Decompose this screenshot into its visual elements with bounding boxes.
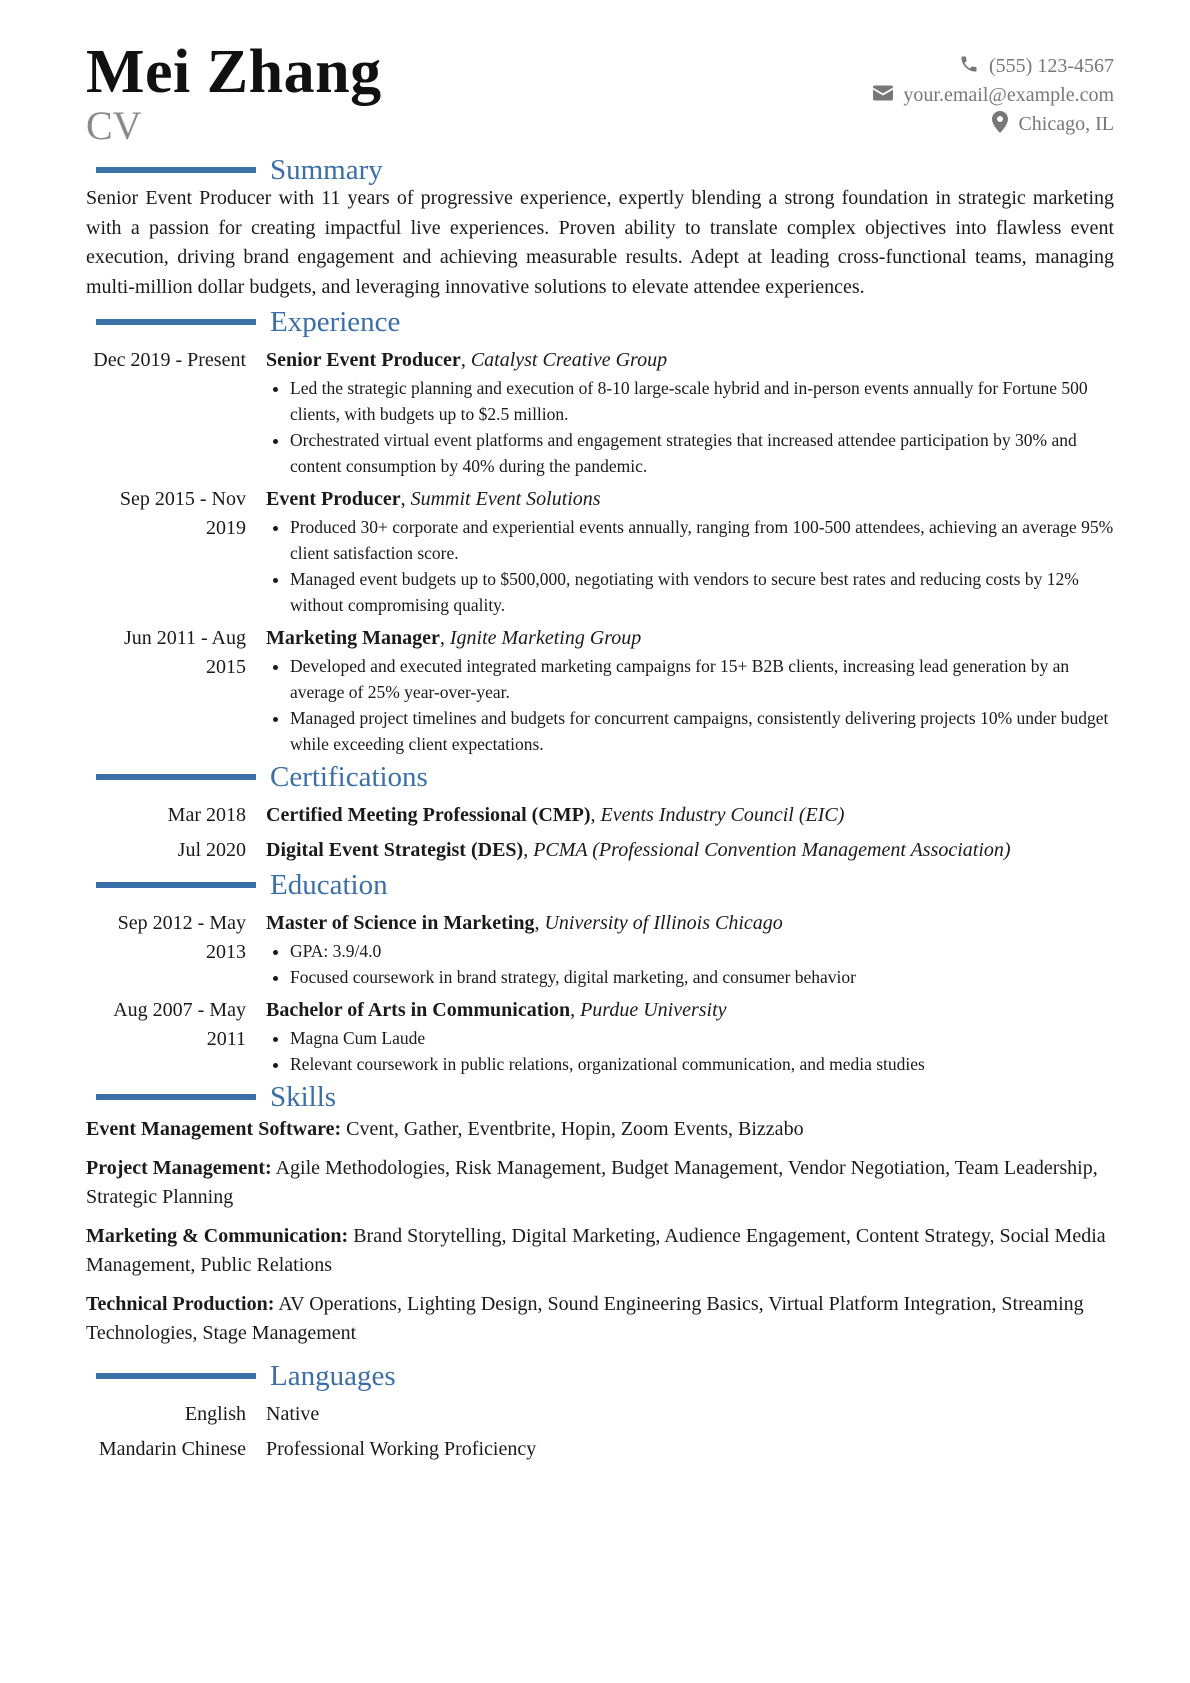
- list-item: • Managed project timelines and budgets for concurrent campaigns, consistently delivering projects 10% under budget while exceeding client expectations.: [290, 705, 1114, 757]
- phone-icon: [959, 54, 979, 80]
- entry-date: Dec 2019 - Present: [93, 349, 246, 371]
- phone-number[interactable]: (555) 123-4567: [989, 55, 1114, 77]
- bullet-list: [266, 1025, 1114, 1077]
- entry-date: Sep 2015 - Nov 2019: [119, 488, 246, 539]
- bullet-list: [266, 653, 1114, 757]
- company-name: Catalyst Creative Group: [470, 349, 668, 371]
- summary-heading: [86, 152, 1114, 188]
- skills-heading: [86, 1079, 1114, 1115]
- bullet-list: [266, 938, 1114, 990]
- entry-body: Senior Event Producer, Catalyst Creative Group • Led the strategic planning and execution of 8-10 large-scale hybrid and in-person events annually for Fortune 500 clients, with budgets up to $2.5 million. • Orchestrated virtual event platforms and engagement strategies that increased attendee participation by 30% and content consumption by 40% during the pandemic.: [266, 346, 1114, 479]
- skill-category: Event Management Software:: [86, 1118, 342, 1140]
- school-name: University of Illinois Chicago: [544, 912, 783, 934]
- skill-row: [86, 1222, 1114, 1280]
- entry-date: Jun 2011 - Aug 2015: [123, 627, 246, 678]
- section-title: Certifications: [270, 761, 428, 793]
- certification-name: Certified Meeting Professional (CMP): [266, 804, 591, 826]
- language-name: Mandarin Chinese: [98, 1438, 246, 1460]
- degree-name: Bachelor of Arts in Communication: [266, 999, 571, 1021]
- skill-row: [86, 1115, 1114, 1144]
- entry-body: Event Producer, Summit Event Solutions • Produced 30+ corporate and experiential events annually, ranging from 100-500 attendees, achieving an average 95% client satisfaction score. • Managed event budgets up to $500,000, negotiating with vendors to secure best rates and reducing costs by 12% without compromising quality.: [266, 485, 1114, 618]
- degree-name: Master of Science in Marketing: [266, 912, 535, 934]
- certifications-heading: [86, 759, 1114, 795]
- list-item: • Focused coursework in brand strategy, digital marketing, and consumer behavior: [290, 964, 1114, 990]
- company-name: Summit Event Solutions: [410, 488, 601, 510]
- section-rule: [96, 167, 256, 173]
- experience-entry: [86, 485, 1114, 618]
- skill-list: Agile Methodologies, Risk Management, Budget Management, Vendor Negotiation, Team Leadership, Strategic Planning: [86, 1157, 1098, 1208]
- section-rule: [96, 774, 256, 780]
- cv-header: [86, 40, 1114, 150]
- list-item: • Managed event budgets up to $500,000, negotiating with vendors to secure best rates and reducing costs by 12% without compromising quality.: [290, 566, 1114, 618]
- section-rule: [96, 1373, 256, 1379]
- contact-phone: [873, 52, 1114, 81]
- entry-body: Certified Meeting Professional (CMP), Events Industry Council (EIC): [266, 804, 845, 826]
- section-title: Summary: [270, 154, 383, 186]
- entry-date: Aug 2007 - May 2011: [113, 999, 246, 1050]
- summary-text: Senior Event Producer with 11 years of progressive experience, expertly blending a strong foundation in strategic marketing with a passion for creating impactful live experiences. Proven ability to translate complex objectives into flawless event execution, driving brand engagement and achieving measurable results. Adept at leading cross-functional teams, managing multi-million dollar budgets, and leveraging innovative solutions to elevate attendee experiences.: [86, 187, 1114, 298]
- list-item: • Orchestrated virtual event platforms and engagement strategies that increased attendee participation by 30% and content consumption by 40% during the pandemic.: [290, 427, 1114, 479]
- document-type: CV: [86, 103, 142, 148]
- language-level: Professional Working Proficiency: [266, 1438, 537, 1460]
- section-rule: [96, 319, 256, 325]
- certification-entry: [86, 836, 1114, 865]
- section-rule: [96, 1094, 256, 1100]
- location-text: Chicago, IL: [1018, 113, 1114, 135]
- section-title: Experience: [270, 306, 401, 338]
- education-entry: [86, 996, 1114, 1077]
- person-name: Mei Zhang: [86, 38, 382, 106]
- envelope-icon: [873, 84, 893, 107]
- contact-location: [873, 110, 1114, 139]
- certification-name: Digital Event Strategist (DES): [266, 839, 524, 861]
- contact-block: [873, 52, 1114, 139]
- bullet-list: [266, 375, 1114, 479]
- job-title: Senior Event Producer: [266, 349, 461, 371]
- cv-page: [86, 40, 1114, 1464]
- job-title: Marketing Manager: [266, 627, 440, 649]
- entry-date: Jul 2020: [177, 839, 246, 861]
- skill-category: Technical Production:: [86, 1293, 275, 1315]
- skill-row: [86, 1290, 1114, 1348]
- entry-body: Digital Event Strategist (DES), PCMA (Professional Convention Management Association): [266, 839, 1011, 861]
- company-name: Ignite Marketing Group: [449, 627, 642, 649]
- language-entry: [86, 1400, 1114, 1429]
- experience-heading: [86, 304, 1114, 340]
- bullet-list: [266, 514, 1114, 618]
- email-address[interactable]: your.email@example.com: [903, 84, 1114, 106]
- education-entry: [86, 909, 1114, 990]
- list-item: • Led the strategic planning and execution of 8-10 large-scale hybrid and in-person events annually for Fortune 500 clients, with budgets up to $2.5 million.: [290, 375, 1114, 427]
- skill-list: Brand Storytelling, Digital Marketing, Audience Engagement, Content Strategy, Social Media Management, Public Relations: [86, 1225, 1106, 1276]
- list-item: • Produced 30+ corporate and experiential events annually, ranging from 100-500 attendees, achieving an average 95% client satisfaction score.: [290, 514, 1114, 566]
- experience-entry: [86, 346, 1114, 479]
- experience-entry: [86, 624, 1114, 757]
- entry-body: Marketing Manager, Ignite Marketing Group • Developed and executed integrated marketing campaigns for 15+ B2B clients, increasing lead generation by an average of 25% year-over-year. • Managed project timelines and budgets for concurrent campaigns, consistently delivering projects 10% under budget while exceeding client expectations.: [266, 624, 1114, 757]
- entry-body: Bachelor of Arts in Communication, Purdue University • Magna Cum Laude • Relevant coursework in public relations, organizational communication, and media studies: [266, 996, 1114, 1077]
- certification-entry: [86, 801, 1114, 830]
- skill-category: Marketing & Communication:: [86, 1225, 349, 1247]
- languages-heading: [86, 1358, 1114, 1394]
- issuer-name: PCMA (Professional Convention Management Association): [533, 839, 1011, 861]
- skill-row: [86, 1154, 1114, 1212]
- skill-list: Cvent, Gather, Eventbrite, Hopin, Zoom Events, Bizzabo: [346, 1118, 804, 1140]
- job-title: Event Producer: [266, 488, 401, 510]
- entry-date: Mar 2018: [167, 804, 246, 826]
- list-item: • GPA: 3.9/4.0: [290, 938, 1114, 964]
- section-title: Languages: [270, 1360, 396, 1392]
- list-item: • Developed and executed integrated marketing campaigns for 15+ B2B clients, increasing lead generation by an average of 25% year-over-year.: [290, 653, 1114, 705]
- list-item: • Magna Cum Laude: [290, 1025, 1114, 1051]
- list-item: • Relevant coursework in public relations, organizational communication, and media studies: [290, 1051, 1114, 1077]
- section-title: Skills: [270, 1081, 337, 1113]
- section-title: Education: [270, 869, 388, 901]
- issuer-name: Events Industry Council (EIC): [600, 804, 845, 826]
- skill-category: Project Management:: [86, 1157, 272, 1179]
- contact-email: [873, 81, 1114, 110]
- language-level: Native: [266, 1403, 320, 1425]
- language-entry: [86, 1435, 1114, 1464]
- education-heading: [86, 867, 1114, 903]
- skill-list: AV Operations, Lighting Design, Sound Engineering Basics, Virtual Platform Integration, Streaming Technologies, Stage Management: [86, 1293, 1084, 1344]
- entry-date: Sep 2012 - May 2013: [117, 912, 246, 963]
- map-marker-icon: [992, 111, 1008, 139]
- section-rule: [96, 882, 256, 888]
- language-name: English: [184, 1403, 246, 1425]
- entry-body: Master of Science in Marketing, University of Illinois Chicago • GPA: 3.9/4.0 • Focused coursework in brand strategy, digital marketing, and consumer behavior: [266, 909, 1114, 990]
- school-name: Purdue University: [580, 999, 727, 1021]
